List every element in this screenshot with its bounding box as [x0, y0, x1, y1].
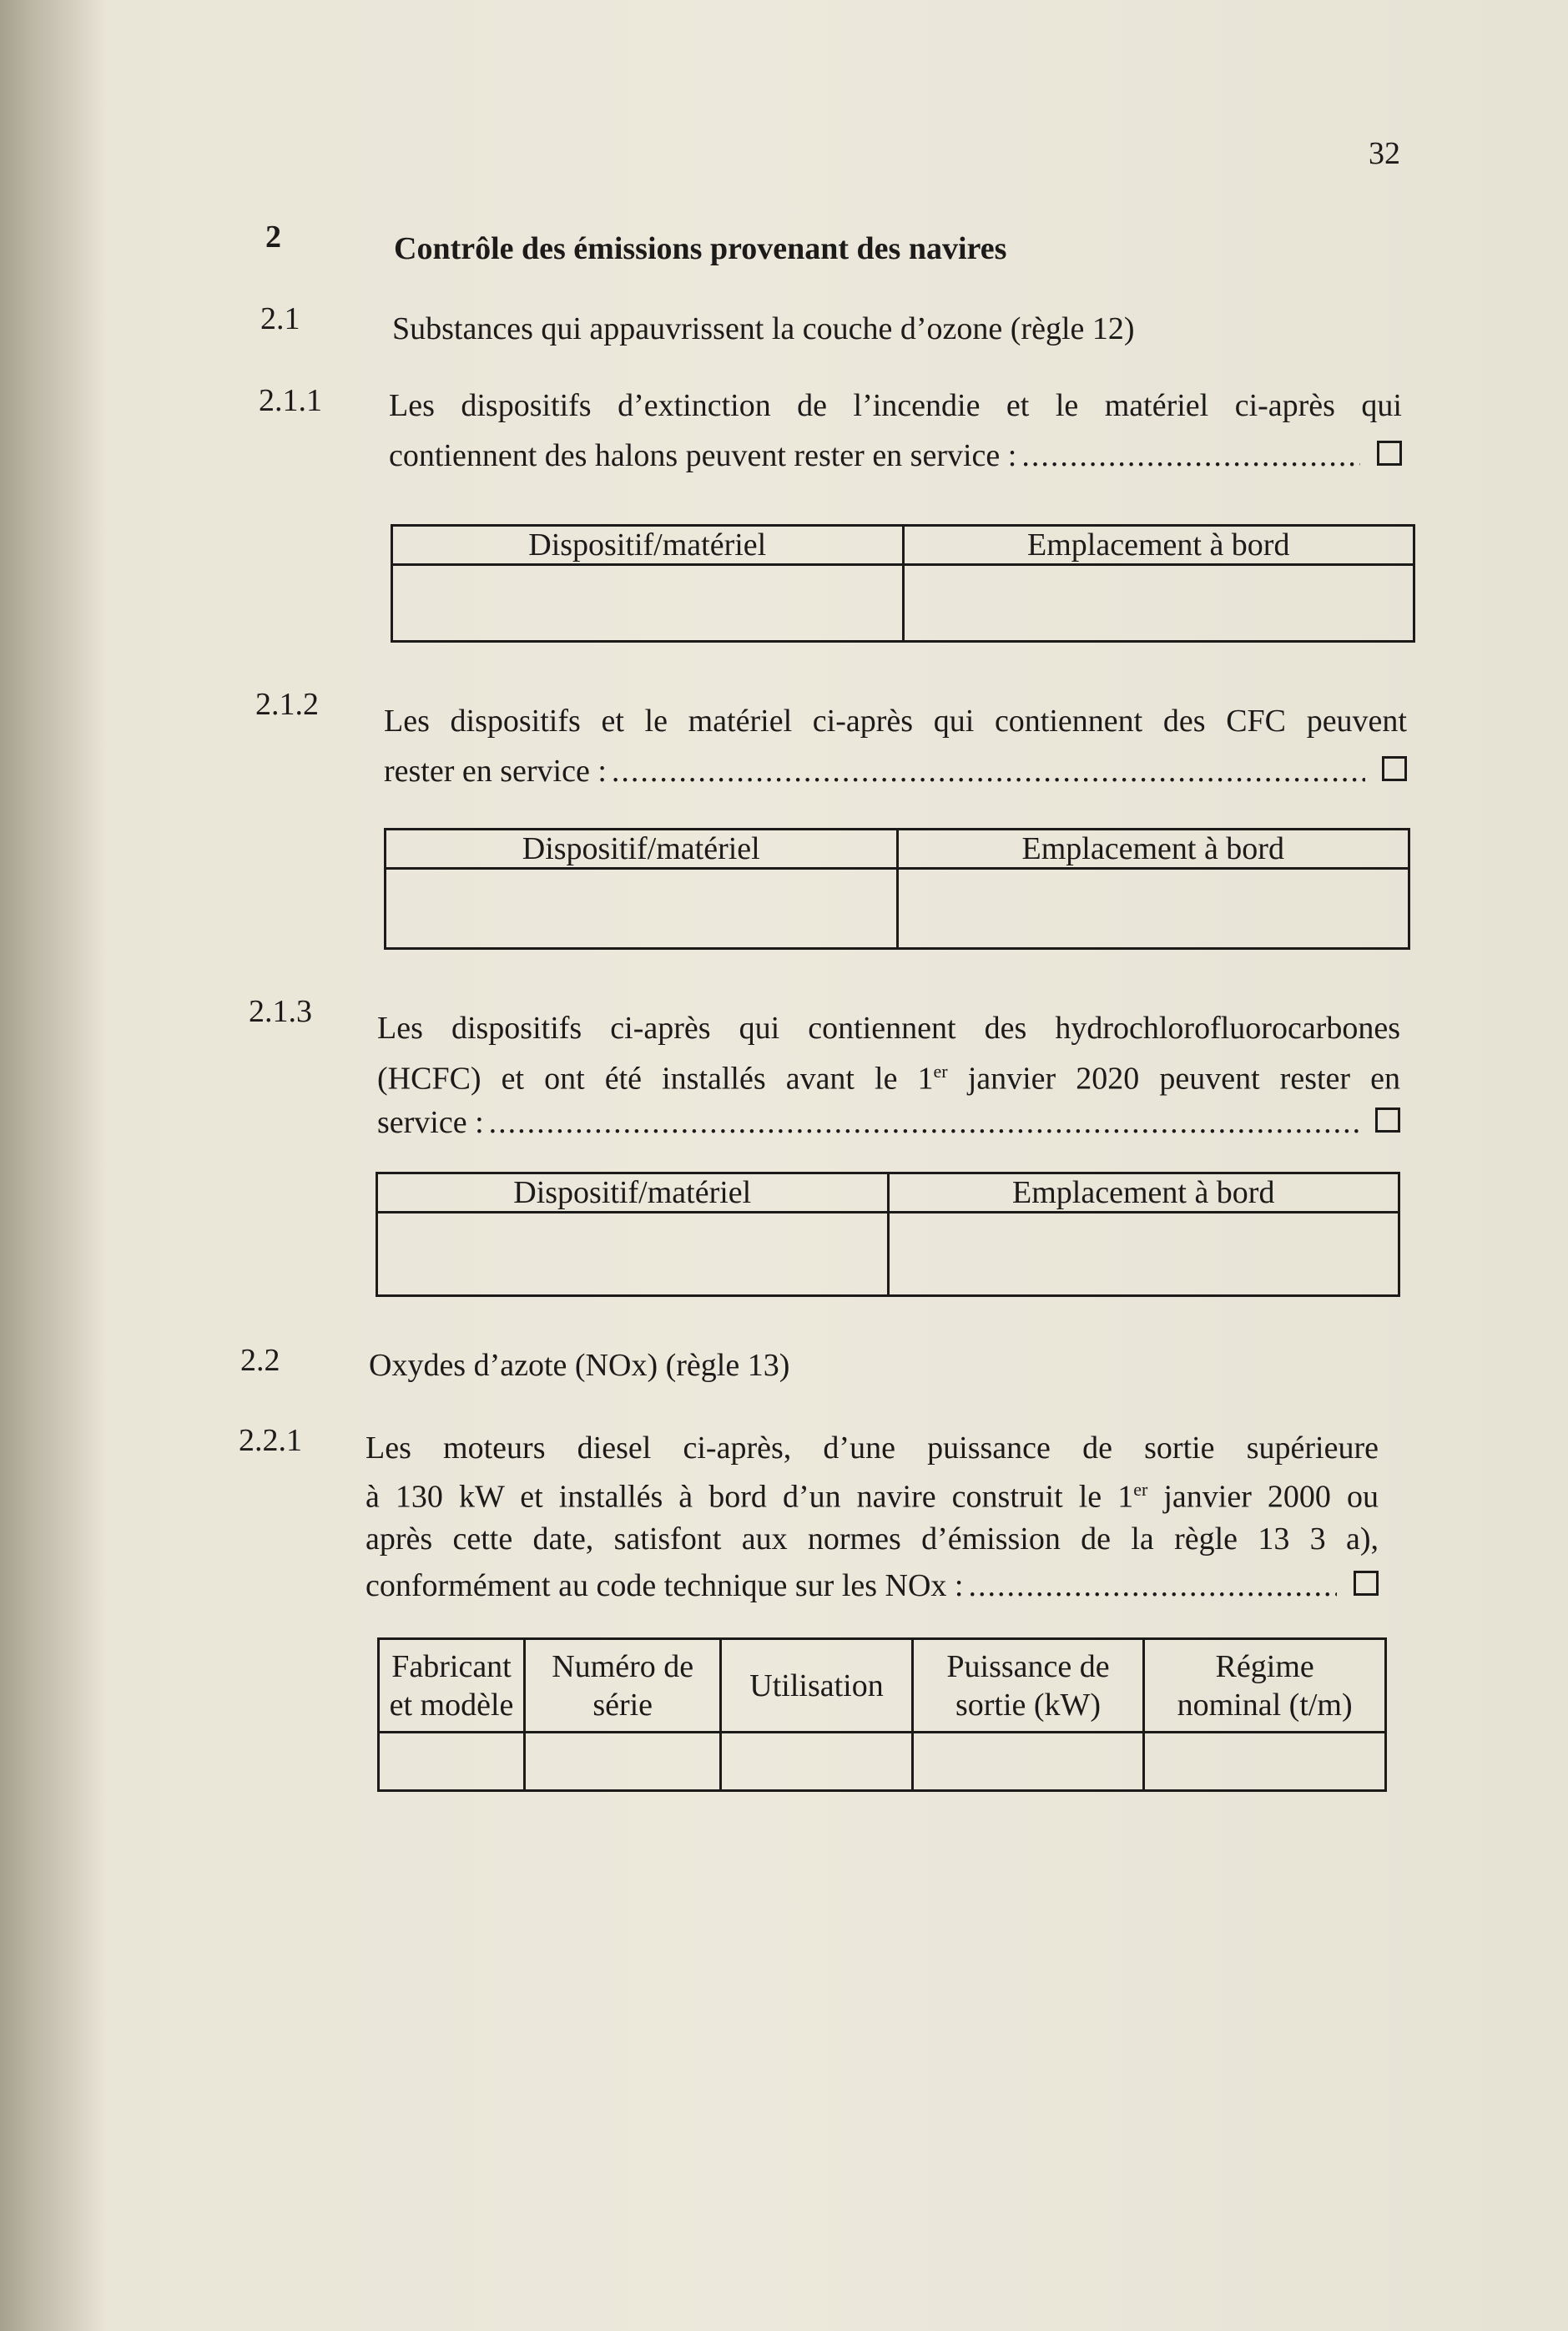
table-header: Emplacement à bord — [897, 830, 1409, 869]
table-cell[interactable] — [888, 1213, 1399, 1296]
checkbox[interactable] — [1377, 441, 1402, 466]
header-line: Fabricant — [391, 1648, 512, 1684]
item-number: 2.1.3 — [249, 994, 312, 1029]
header-line: Puissance de — [946, 1648, 1110, 1684]
table-header: Emplacement à bord — [888, 1173, 1399, 1213]
paragraph-text: service : — [377, 1104, 484, 1140]
table-header — [912, 1639, 1144, 1733]
item-number: 2.1.2 — [255, 687, 319, 722]
section-number: 2 — [265, 219, 281, 255]
header-line: Numéro de — [552, 1648, 694, 1684]
table-cell[interactable] — [1144, 1733, 1386, 1791]
table-cell[interactable] — [897, 869, 1409, 949]
header-line: et modèle — [389, 1687, 514, 1723]
table-cell[interactable] — [525, 1733, 721, 1791]
table-cell[interactable] — [386, 869, 898, 949]
table-cell[interactable] — [903, 565, 1414, 642]
table-cell[interactable] — [377, 1213, 889, 1296]
paragraph-text: (HCFC) et ont été installés avant le 1 — [377, 1061, 934, 1097]
item-paragraph — [384, 696, 1407, 796]
table-header: Dispositif/matériel — [377, 1173, 889, 1213]
superscript: er — [1133, 1479, 1148, 1500]
paragraph-text: janvier 2020 peuvent rester en — [947, 1061, 1400, 1097]
paragraph-line: Les dispositifs ci-après qui contiennent des hydrochlorofluorocarbones — [377, 1011, 1400, 1046]
paragraph-line — [366, 1469, 1379, 1518]
paragraph-line — [366, 1565, 1379, 1607]
subsection-number: 2.1 — [260, 301, 300, 336]
engine-table — [377, 1637, 1387, 1792]
leader-dots — [612, 746, 1365, 796]
paragraph-text: à 130 kW et installés à bord d’un navire construit le 1 — [366, 1479, 1134, 1515]
paragraph-text: conformément au code technique sur les NOx : — [366, 1567, 964, 1603]
item-number: 2.1.1 — [259, 383, 322, 418]
binding-shadow — [0, 0, 108, 2331]
header-line: Utilisation — [749, 1668, 884, 1703]
paragraph-line: Les moteurs diesel ci-après, d’une puissance de sortie supérieure — [366, 1430, 1379, 1466]
equipment-table — [391, 524, 1415, 643]
header-line: sortie (kW) — [955, 1687, 1102, 1723]
header-line: Régime — [1215, 1648, 1314, 1684]
subsection-number: 2.2 — [240, 1343, 280, 1378]
paragraph-line: Les dispositifs d’extinction de l’incendie et le matériel ci-après qui — [389, 388, 1402, 423]
leader-dots — [969, 1565, 1338, 1607]
table-header — [525, 1639, 721, 1733]
item-paragraph — [389, 381, 1402, 481]
paragraph-line — [377, 1050, 1400, 1101]
leader-dots — [489, 1101, 1359, 1144]
page-number: 32 — [1369, 136, 1400, 171]
table-header: Dispositif/matériel — [392, 526, 904, 565]
table-cell[interactable] — [392, 565, 904, 642]
table-header: Emplacement à bord — [903, 526, 1414, 565]
paragraph-text: contiennent des halons peuvent rester en service : — [389, 438, 1017, 473]
paragraph-line — [377, 1101, 1400, 1144]
checkbox[interactable] — [1382, 756, 1407, 781]
table-header: Dispositif/matériel — [386, 830, 898, 869]
paragraph-text: rester en service : — [384, 754, 607, 789]
subsection-title: Oxydes d’azote (NOx) (règle 13) — [369, 1348, 790, 1383]
checkbox[interactable] — [1375, 1107, 1400, 1133]
superscript: er — [933, 1061, 948, 1082]
item-paragraph — [377, 1007, 1400, 1144]
header-line: série — [592, 1687, 653, 1723]
paragraph-line: Les dispositifs et le matériel ci-après qui contiennent des CFC peuvent — [384, 704, 1407, 739]
table-cell[interactable] — [379, 1733, 525, 1791]
paragraph-text: janvier 2000 ou — [1147, 1479, 1379, 1515]
checkbox[interactable] — [1354, 1571, 1379, 1596]
paragraph-line — [384, 746, 1407, 796]
equipment-table — [376, 1172, 1400, 1297]
header-line: nominal (t/m) — [1177, 1687, 1353, 1723]
table-cell[interactable] — [912, 1733, 1144, 1791]
table-cell[interactable] — [721, 1733, 912, 1791]
paragraph-line — [389, 431, 1402, 481]
table-header — [379, 1639, 525, 1733]
paragraph-line: après cette date, satisfont aux normes d’émission de la règle 13 3 a), — [366, 1521, 1379, 1557]
section-title: Contrôle des émissions provenant des navires — [394, 231, 1007, 266]
equipment-table — [384, 828, 1410, 950]
leader-dots — [1021, 431, 1360, 481]
item-number: 2.2.1 — [239, 1423, 302, 1458]
table-header — [1144, 1639, 1386, 1733]
table-header — [721, 1639, 912, 1733]
item-paragraph — [366, 1427, 1379, 1607]
subsection-title: Substances qui appauvrissent la couche d’ozone (règle 12) — [392, 311, 1135, 346]
